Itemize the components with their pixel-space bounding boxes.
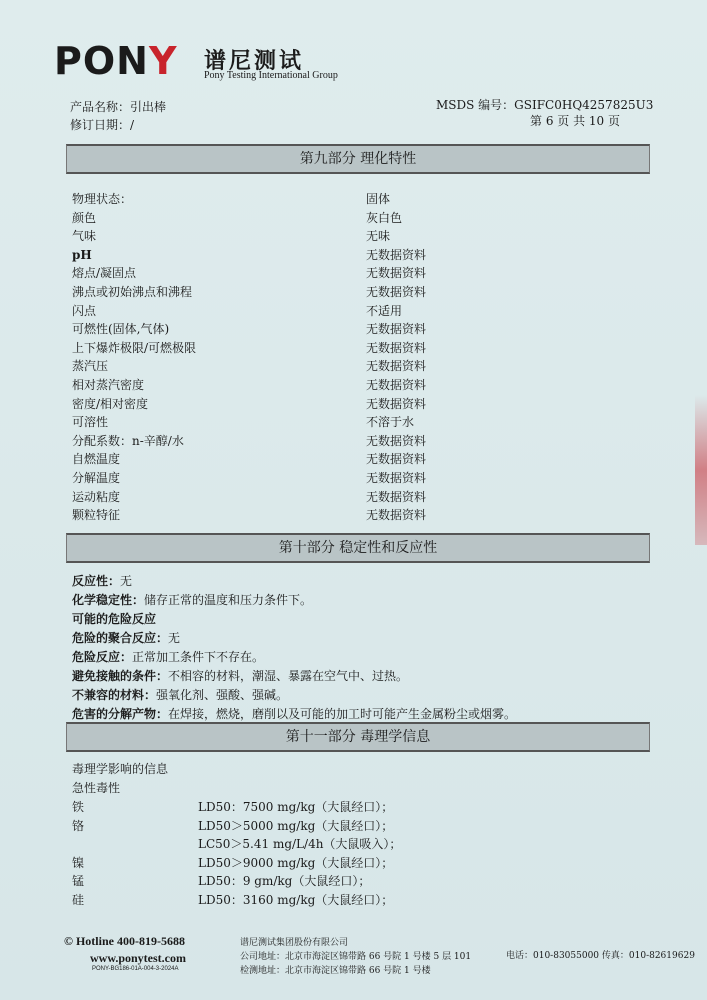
stability-line <box>72 591 652 610</box>
toxicity-value: LD50：7500 mg/kg（大鼠经口）； <box>198 800 394 814</box>
property-row <box>72 339 632 358</box>
property-value: 无数据资料 <box>366 377 427 392</box>
toxicity-row <box>72 872 652 891</box>
logo-english-name: Pony Testing International Group <box>204 70 338 81</box>
logo-chinese-name: 谱尼测试 <box>204 49 305 74</box>
stability-key: 危险反应： <box>72 650 133 664</box>
toxicity-row <box>72 854 652 873</box>
hotline: © Hotline 400-819-5688 <box>64 934 185 948</box>
property-row <box>72 357 632 376</box>
stability-key: 危害的分解产物： <box>72 707 169 721</box>
property-value: 无数据资料 <box>366 359 427 374</box>
property-row <box>72 450 632 469</box>
property-label: 闪点 <box>72 303 97 318</box>
tox-subhead: 急性毒性 <box>72 781 121 795</box>
property-row <box>72 246 632 265</box>
section11-title: 第十一部分 毒理学信息 <box>66 722 650 752</box>
toxicity-element: 铁 <box>72 800 85 814</box>
stability-key: 化学稳定性： <box>72 593 145 607</box>
property-value: 无数据资料 <box>366 322 427 337</box>
property-label: pH <box>72 247 92 262</box>
property-row <box>72 264 632 283</box>
property-value: 无数据资料 <box>366 340 427 355</box>
msds-number: MSDS 编号：GSIFC0HQ4257825U3 <box>436 98 654 112</box>
company-name: 谱尼测试集团股份有限公司 <box>240 938 349 948</box>
toxicity-element: 硅 <box>72 892 85 907</box>
stability-key: 可能的危险反应 <box>72 612 157 626</box>
stability-key: 危险的聚合反应： <box>72 631 169 645</box>
stability-text: 不相容的材料，潮湿、暴露在空气中、过热。 <box>168 669 409 683</box>
property-value: 不适用 <box>366 303 403 318</box>
property-value: 灰白色 <box>366 210 403 225</box>
property-label: 熔点/凝固点 <box>72 266 137 281</box>
lab-address: 检测地址：北京市海淀区锦带路 66 号院 1 号楼 <box>240 966 431 976</box>
property-label: 上下爆炸极限/可燃极限 <box>72 340 197 355</box>
property-label: 沸点或初始沸点和沸程 <box>72 284 193 299</box>
property-value: 无数据资料 <box>366 452 427 467</box>
stability-key: 不兼容的材料： <box>72 688 157 702</box>
logo-wordmark <box>54 39 178 83</box>
property-value: 无数据资料 <box>366 470 427 485</box>
property-value: 固体 <box>366 192 391 206</box>
property-value: 无味 <box>366 229 391 244</box>
tox-intro: 毒理学影响的信息 <box>72 762 169 776</box>
property-label: 蒸汽压 <box>72 359 109 374</box>
seal-stamp-edge <box>695 395 707 545</box>
phone-fax: 电话：010-83055000 传真：010-82619629 <box>506 951 695 961</box>
company-address: 公司地址：北京市海淀区锦带路 66 号院 1 号楼 5 层 101 <box>240 952 472 962</box>
toxicity-element: 铬 <box>72 818 85 833</box>
toxicity-value: LD50＞5000 mg/kg（大鼠经口）； <box>198 818 394 833</box>
property-label: 物理状态： <box>72 192 133 206</box>
toxicity-value: LD50：3160 mg/kg（大鼠经口）； <box>198 892 394 907</box>
property-label: 密度/相对密度 <box>72 396 149 411</box>
section9-title: 第九部分 理化特性 <box>66 144 650 174</box>
property-row <box>72 488 632 507</box>
logo-wordmark-accent: Y <box>148 39 178 83</box>
toxicity-element: 镍 <box>72 855 85 870</box>
property-row <box>72 320 632 339</box>
logo-wordmark-left: PON <box>54 39 149 83</box>
stability-line <box>72 629 652 648</box>
stability-text: 储存正常的温度和压力条件下。 <box>144 593 313 607</box>
product-name: 产品名称：引出棒 <box>70 100 167 114</box>
section10-content <box>72 572 652 724</box>
property-label: 自燃温度 <box>72 452 121 467</box>
stability-line <box>72 648 652 667</box>
document-code: PONY-BG186-01A-004-3-2024A <box>92 966 179 972</box>
property-label: 运动粘度 <box>72 489 121 504</box>
stability-line <box>72 686 652 705</box>
revision-date: 修订日期：/ <box>70 118 135 132</box>
property-row <box>72 283 632 302</box>
property-value: 无数据资料 <box>366 489 427 504</box>
property-row <box>72 469 632 488</box>
property-label: 相对蒸汽密度 <box>72 377 145 392</box>
property-value: 不溶于水 <box>366 415 415 430</box>
toxicity-value: LD50：9 gm/kg（大鼠经口）； <box>198 874 371 888</box>
property-value: 无数据资料 <box>366 284 427 299</box>
property-label: 可溶性 <box>72 415 109 430</box>
property-label: 分配系数：n-辛醇/水 <box>72 433 184 448</box>
toxicity-row <box>72 798 652 817</box>
property-row <box>72 302 632 321</box>
toxicity-row <box>72 835 652 854</box>
property-row <box>72 227 632 246</box>
tox-rows <box>72 798 652 909</box>
property-value: 无数据资料 <box>366 433 427 448</box>
website-link[interactable]: www.ponytest.com <box>90 951 186 965</box>
property-label: 分解温度 <box>72 470 121 485</box>
hotline-text: Hotline 400-819-5688 <box>75 934 185 948</box>
toxicity-row <box>72 891 652 910</box>
property-row <box>72 506 632 525</box>
property-row <box>72 209 632 228</box>
toxicity-element: 锰 <box>72 874 85 888</box>
stability-key: 避免接触的条件： <box>72 669 169 683</box>
section9-properties <box>72 190 632 525</box>
property-row <box>72 413 632 432</box>
toxicity-row <box>72 817 652 836</box>
property-label: 颜色 <box>72 210 97 225</box>
stability-key: 反应性： <box>72 574 121 588</box>
property-label: 气味 <box>72 229 97 244</box>
property-value: 无数据资料 <box>366 247 427 262</box>
property-label: 颗粒特征 <box>72 508 121 523</box>
page-info: 第 6 页 共 10 页 <box>530 114 620 128</box>
company-logo <box>54 39 338 83</box>
stability-line <box>72 667 652 686</box>
property-row <box>72 376 632 395</box>
stability-text: 无 <box>120 574 133 588</box>
toxicity-value: LD50＞9000 mg/kg（大鼠经口）； <box>198 855 394 870</box>
property-value: 无数据资料 <box>366 508 427 523</box>
property-value: 无数据资料 <box>366 266 427 281</box>
section11-content <box>72 760 652 909</box>
section10-title: 第十部分 稳定性和反应性 <box>66 533 650 563</box>
property-value: 无数据资料 <box>366 396 427 411</box>
property-row <box>72 395 632 414</box>
property-row <box>72 190 632 209</box>
stability-text: 正常加工条件下不存在。 <box>132 650 265 664</box>
property-row <box>72 432 632 451</box>
toxicity-value: LC50＞5.41 mg/L/4h（大鼠吸入）； <box>198 837 402 851</box>
stability-line <box>72 610 652 629</box>
property-label: 可燃性(固体,气体) <box>72 322 170 337</box>
stability-text: 在焊接，燃烧，磨削以及可能的加工时可能产生金属粉尘或烟雾。 <box>168 707 517 721</box>
stability-text: 强氧化剂、强酸、强碱。 <box>156 688 289 702</box>
stability-line <box>72 572 652 591</box>
stability-text: 无 <box>168 631 181 645</box>
